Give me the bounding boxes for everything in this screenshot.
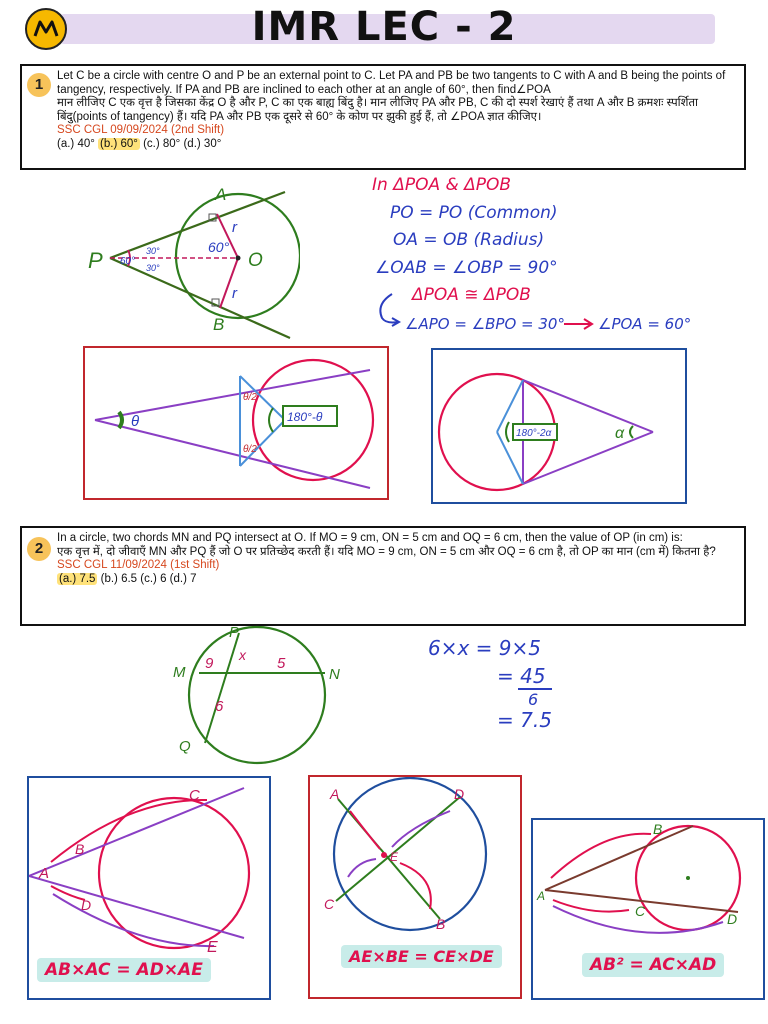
note-line-7: ∠POA = 60° [598,315,692,333]
label-half-theta-top: θ/2 [243,392,257,403]
label-a: A [39,865,50,882]
label-e: E [207,939,218,956]
label-a: A [330,786,340,802]
label-b: B [653,821,663,837]
option-a: (a.) 40° [57,137,95,150]
label-m: M [173,664,186,681]
label-a: A [537,889,546,903]
tangent-theta-diagram [85,348,385,496]
question-2-english: In a circle, two chords MN and PQ intersect at O. If MO = 9 cm, ON = 5 cm and OQ = 6 cm, then the value of OP (in cm) is: [57,532,683,544]
question-1-english: Let C be a circle with centre O and P be an external point to C. Let PA and PB be two tangents to C with A and B being the points of tangency, respectively. If PA and PB are inclined to each other at an angle of 60°, then find∠POA [57,70,726,96]
note-line-3: OA = OB (Radius) [393,230,545,250]
question-1-number: 1 [27,73,51,97]
q2-note-3: 6 [528,690,539,709]
label-p: P [88,248,103,273]
label-9: 9 [205,655,214,672]
label-b: B [75,841,85,857]
label-d: D [727,911,738,927]
label-x: x [239,647,246,663]
note-line-2: PO = PO (Common) [390,203,558,223]
label-theta: θ [131,413,140,430]
label-b: B [213,315,225,334]
formula-tangent-secant: AB² = AC×AD [582,953,724,977]
question-2-source: SSC CGL 11/09/2024 (1st Shift) [57,559,220,571]
label-angle-p: 60° [120,256,136,267]
q2-note-2: = 45 [497,664,546,688]
label-c: C [635,903,646,919]
formula-chords: AE×BE = CE×DE [341,945,502,968]
page-title: IMR LEC - 2 [251,4,517,50]
label-q: Q [179,738,191,755]
note-arrow [370,290,410,330]
label-180-theta: 180°-θ [287,410,323,424]
label-c: C [324,896,335,912]
options-b-c-d: (b.) 6.5 (c.) 6 (d.) 7 [100,572,197,585]
question-1-hindi: मान लीजिए C एक वृत्त है जिसका केंद्र O है और P, C का एक बाह्य बिंदु है। मान लीजिए PA और PB, C की दो स्पर्श रेखाएं हैं तथा A और B क्रमशः स्पर्शिता बिंदु(points of tangency) हैं। यदि PA और PB एक दूसरे से 60° के कोण पर झुकी हुई हैं, तो ∠POA ज्ञात कीजिए। [57,97,698,123]
label-a: A [215,185,227,204]
note-line-5: ΔPOA ≅ ΔPOB [412,285,531,305]
label-d: D [454,786,465,802]
label-p: P [229,625,240,641]
question-1-options [57,138,737,152]
question-2-hindi: एक वृत्त में, दो जीवाएँ MN और PQ हैं जो O पर प्रतिच्छेद करती हैं। यदि MO = 9 cm, ON = 5 cm और OQ = 6 cm है, तो OP का मान (cm में) कितना है? [57,545,716,558]
question-2-options [57,573,737,587]
label-half-theta-bottom: θ/2 [243,444,257,455]
note-line-6: ∠APO = ∠BPO = 30° [405,315,565,333]
q2-note-4: = 7.5 [497,708,552,732]
question-2-text [57,532,737,586]
label-180-2alpha: 180°-2α [516,428,552,439]
label-b: B [436,916,446,932]
option-b-correct: (b.) 60° [100,137,138,150]
label-c: C [189,787,200,804]
tangent-alpha-diagram [433,350,683,500]
option-a-correct: (a.) 7.5 [59,572,96,585]
label-r-bottom: r [232,285,237,302]
note-arrow-red [562,316,596,332]
note-line-1: In ΔPOA & ΔPOB [372,175,512,195]
label-d: D [81,897,92,913]
q2-chords-diagram [165,625,365,765]
label-angle-bottom: 30° [146,263,160,273]
question-1-source: SSC CGL 09/09/2024 (2nd Shift) [57,124,225,136]
label-e: E [390,850,399,864]
label-r-top: r [232,219,237,236]
q2-note-1: 6×x = 9×5 [428,636,541,660]
label-angle-top: 30° [146,246,160,256]
question-2-number: 2 [27,537,51,561]
question-1-text [57,70,737,151]
label-angle-o: 60° [208,239,230,255]
q1-tangent-diagram [80,180,300,350]
note-line-4: ∠OAB = ∠OBP = 90° [375,258,558,278]
option-c-d: (c.) 80° (d.) 30° [143,137,222,150]
label-o: O [248,250,263,271]
label-n: N [329,666,340,683]
label-5: 5 [277,655,286,672]
label-6: 6 [215,698,224,715]
formula-secant-secant: AB×AC = AD×AE [37,958,211,982]
label-alpha: α [615,425,625,442]
